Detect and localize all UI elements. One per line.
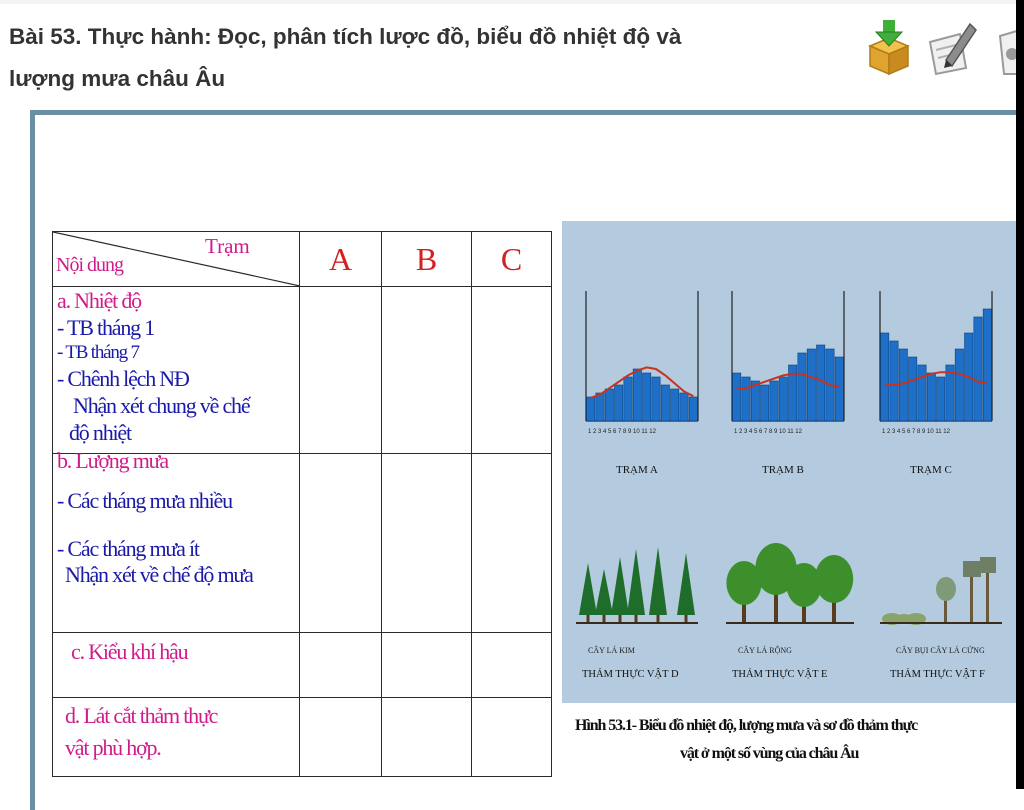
column-header-b: B: [382, 232, 472, 287]
rain-bar: [890, 341, 898, 421]
station-label: TRẠM A: [616, 464, 658, 476]
table-row-vegetation: [53, 698, 552, 777]
row-rainfall-content: [53, 448, 300, 633]
cell-a-a[interactable]: [300, 287, 382, 454]
hard-leaf-tree: [936, 577, 956, 601]
caption-line-2: vật ở một số vùng của châu Âu: [680, 745, 859, 762]
cell-d-c[interactable]: [472, 698, 552, 777]
row-a-line-3: - TB tháng 7: [57, 342, 139, 363]
cell-c-b[interactable]: [382, 633, 472, 698]
page-title-line-2: lượng mưa châu Âu: [9, 66, 226, 91]
exercise-table: [52, 231, 552, 777]
month-ticks: 1 2 3 4 5 6 7 8 9 10 11 12: [734, 429, 802, 435]
broadleaf-tree: [815, 555, 853, 603]
hard-leaf-tree: [963, 561, 981, 577]
rain-bar: [624, 377, 632, 421]
row-a-line-6: độ nhiệt: [69, 420, 131, 445]
row-b-line-2: - Các tháng mưa nhiều: [57, 488, 232, 513]
cell-b-b[interactable]: [382, 454, 472, 633]
rain-bar: [779, 377, 787, 421]
cell-b-a[interactable]: [300, 454, 382, 633]
rain-bar: [770, 381, 778, 421]
row-c-line-1: c. Kiểu khí hậu: [71, 639, 188, 664]
figure-panel: [562, 221, 1016, 703]
rain-bar: [918, 365, 926, 421]
row-a-line-2: - TB tháng 1: [57, 315, 155, 340]
cell-d-b[interactable]: [382, 698, 472, 777]
rain-bar: [983, 309, 991, 421]
rain-bar: [899, 349, 907, 421]
rain-bar: [661, 385, 669, 421]
rain-bar: [652, 377, 660, 421]
header-diagonal-cell: [53, 232, 300, 287]
row-a-line-1: a. Nhiệt độ: [57, 288, 141, 313]
vegetation-label: THẢM THỰC VẬT D: [582, 669, 679, 680]
rain-bar: [937, 377, 945, 421]
row-d-line-2: vật phù hợp.: [65, 735, 161, 760]
station-label: TRẠM B: [762, 464, 804, 476]
rain-bar: [605, 389, 613, 421]
rain-bar: [807, 349, 815, 421]
figure-caption: [575, 712, 1024, 768]
rain-bar: [633, 369, 641, 421]
rain-bar: [909, 357, 917, 421]
tree-type-label: CÂY BỤI CÂY LÁ CỨNG: [896, 646, 985, 655]
rain-bar: [733, 373, 741, 421]
cell-b-c[interactable]: [472, 454, 552, 633]
row-a-line-4: - Chênh lệch NĐ: [57, 366, 189, 391]
row-b-line-1: b. Lượng mưa: [57, 448, 168, 473]
row-d-line-1: d. Lát cắt thảm thực: [65, 703, 218, 728]
rain-bar: [689, 397, 697, 421]
rain-bar: [881, 333, 889, 421]
page-title: [9, 16, 849, 100]
tree-type-label: CÂY LÁ KIM: [588, 646, 635, 655]
column-header-a: A: [300, 232, 382, 287]
vegetation-label: THẢM THỰC VẬT E: [732, 669, 828, 680]
month-ticks: 1 2 3 4 5 6 7 8 9 10 11 12: [588, 429, 656, 435]
column-header-c: C: [472, 232, 552, 287]
right-scrollbar-edge: [1016, 0, 1024, 789]
rain-bar: [596, 393, 604, 421]
cell-d-a[interactable]: [300, 698, 382, 777]
download-box-icon[interactable]: [864, 16, 914, 78]
row-b-line-3: - Các tháng mưa ít: [57, 536, 199, 561]
table-header-row: [53, 232, 552, 287]
rain-bar: [955, 349, 963, 421]
tree-type-label: CÂY LÁ RỘNG: [738, 646, 792, 655]
row-b-line-4: Nhận xét về chế độ mưa: [65, 562, 253, 587]
cell-c-c[interactable]: [472, 633, 552, 698]
station-label: TRẠM C: [910, 464, 952, 476]
rain-bar: [817, 345, 825, 421]
hard-leaf-tree: [980, 557, 996, 573]
cell-a-c[interactable]: [472, 287, 552, 454]
rain-bar: [671, 389, 679, 421]
tree-trunk: [986, 571, 989, 623]
figure-map-tint: [562, 221, 1016, 703]
tree-trunk: [944, 599, 947, 623]
rain-bar: [643, 373, 651, 421]
rain-bar: [680, 393, 688, 421]
row-vegetation-content: [53, 698, 300, 777]
rain-bar: [761, 385, 769, 421]
rain-bar: [835, 357, 843, 421]
table-row-temperature: [53, 287, 552, 454]
caption-line-1: Hình 53.1- Biểu đồ nhiệt độ, lượng mưa và sơ đồ thảm thực: [575, 717, 918, 734]
edit-pencil-icon[interactable]: [922, 16, 978, 78]
vegetation-label: THẢM THỰC VẬT F: [890, 669, 985, 680]
row-temperature-content: [53, 287, 300, 454]
cell-a-b[interactable]: [382, 287, 472, 454]
rain-bar: [615, 385, 623, 421]
top-border: [0, 0, 1024, 4]
rain-bar: [974, 317, 982, 421]
row-climate-content: [53, 633, 300, 698]
tree-trunk: [970, 575, 973, 623]
rain-bar: [798, 353, 806, 421]
rain-bar: [587, 397, 595, 421]
month-ticks: 1 2 3 4 5 6 7 8 9 10 11 12: [882, 429, 950, 435]
table-row-rainfall: [53, 454, 552, 633]
page-title-line-1: Bài 53. Thực hành: Đọc, phân tích lược đồ, biểu đồ nhiệt độ và: [9, 24, 682, 49]
row-a-line-5: Nhận xét chung về chế: [73, 393, 250, 418]
rain-bar: [927, 373, 935, 421]
header-content: Nội dung: [56, 254, 123, 276]
cell-c-a[interactable]: [300, 633, 382, 698]
table-row-climate: [53, 633, 552, 698]
header-station: Trạm: [205, 234, 250, 258]
rain-bar: [742, 377, 750, 421]
